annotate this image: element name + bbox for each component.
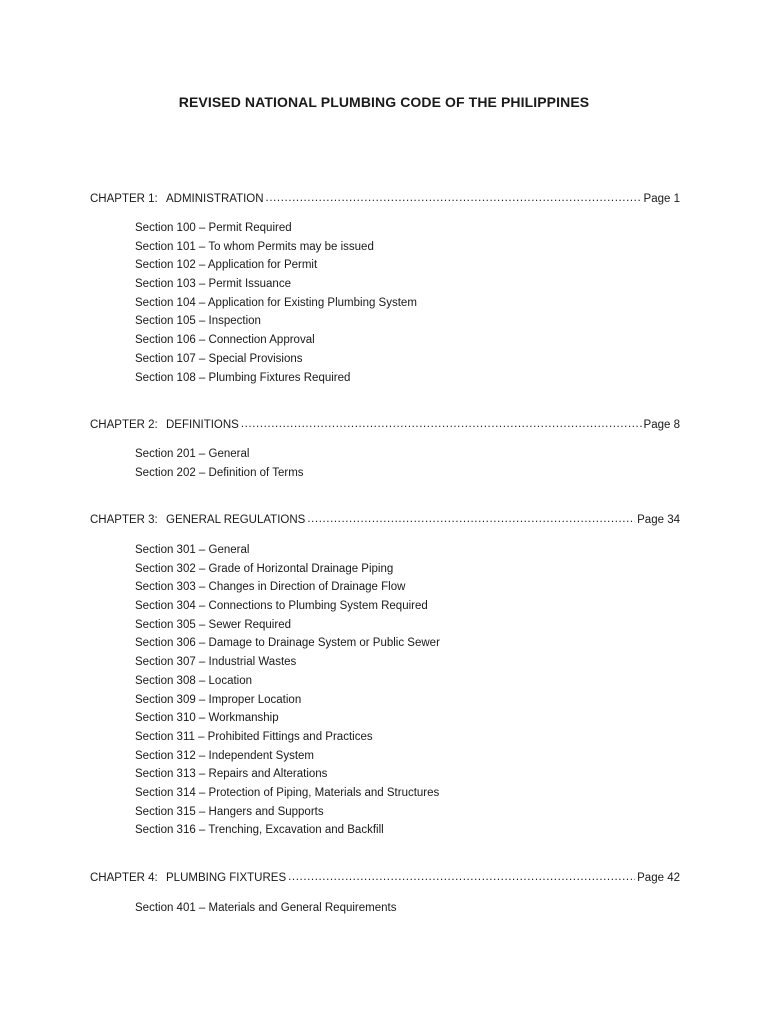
- chapter-name: DEFINITIONS: [166, 419, 239, 431]
- chapter-number: CHAPTER 2:: [90, 419, 158, 431]
- section-item: Section 312 – Independent System: [135, 749, 315, 762]
- chapter-2: [90, 417, 680, 482]
- chapter-page: Page 42: [637, 872, 680, 884]
- dot-leader: [307, 511, 635, 527]
- chapter-name: PLUMBING FIXTURES: [166, 872, 287, 884]
- section-item: Section 303 – Changes in Direction of Drainage Flow: [135, 581, 406, 594]
- chapter-1: [90, 191, 680, 387]
- section-item: Section 311 – Prohibited Fittings and Practices: [135, 730, 373, 743]
- section-item: Section 100 – Permit Required: [135, 222, 292, 234]
- section-item: Section 309 – Improper Location: [135, 693, 302, 706]
- section-item: Section 102 – Application for Permit: [135, 259, 318, 272]
- dot-leader: [241, 416, 642, 432]
- section-item: Section 316 – Trenching, Excavation and Backfill: [135, 824, 384, 837]
- section-item: Section 305 – Sewer Required: [135, 618, 291, 631]
- chapter-heading: [90, 417, 680, 433]
- chapter-page: Page 34: [637, 514, 680, 526]
- dot-leader: [288, 869, 635, 885]
- section-item: Section 103 – Permit Issuance: [135, 278, 291, 291]
- section-list: [90, 899, 680, 918]
- chapter-page: Page 1: [643, 193, 680, 205]
- section-item: Section 314 – Protection of Piping, Materials and Structures: [135, 786, 440, 799]
- chapter-number: CHAPTER 3:: [90, 514, 158, 526]
- section-item: Section 304 – Connections to Plumbing System Required: [135, 600, 428, 613]
- section-item: Section 107 – Special Provisions: [135, 352, 303, 365]
- section-list: [90, 219, 680, 387]
- document-title: REVISED NATIONAL PLUMBING CODE OF THE PHILIPPINES: [178, 94, 590, 110]
- section-item: Section 106 – Connection Approval: [135, 334, 315, 347]
- section-item: Section 108 – Plumbing Fixtures Required: [135, 371, 351, 384]
- chapter-page: Page 8: [643, 419, 680, 431]
- section-item: Section 105 – Inspection: [135, 315, 261, 328]
- chapter-name: GENERAL REGULATIONS: [166, 514, 306, 526]
- chapter-3: [90, 512, 680, 840]
- section-item: Section 307 – Industrial Wastes: [135, 656, 297, 669]
- section-item: Section 104 – Application for Existing Plumbing System: [135, 296, 417, 309]
- dot-leader: [266, 190, 642, 206]
- chapter-heading: [90, 512, 680, 528]
- section-item: Section 302 – Grade of Horizontal Drainage Piping: [135, 562, 394, 575]
- section-list: [90, 541, 680, 840]
- section-item: Section 308 – Location: [135, 674, 253, 687]
- chapter-name: ADMINISTRATION: [166, 193, 264, 205]
- section-item: Section 310 – Workmanship: [135, 712, 279, 725]
- section-item: Section 315 – Hangers and Supports: [135, 805, 324, 818]
- chapter-heading: [90, 870, 680, 886]
- section-item: Section 202 – Definition of Terms: [135, 466, 304, 479]
- section-item: Section 401 – Materials and General Requirements: [135, 902, 397, 914]
- chapter-number: CHAPTER 4:: [90, 872, 158, 884]
- chapter-number: CHAPTER 1:: [90, 193, 158, 205]
- chapter-heading: [90, 191, 680, 207]
- section-item: Section 101 – To whom Permits may be issued: [135, 240, 374, 253]
- section-item: Section 201 – General: [135, 448, 250, 460]
- section-list: [90, 445, 680, 482]
- chapter-4: [90, 870, 680, 918]
- section-item: Section 301 – General: [135, 544, 250, 556]
- section-item: Section 313 – Repairs and Alterations: [135, 768, 328, 781]
- section-item: Section 306 – Damage to Drainage System or Public Sewer: [135, 637, 440, 650]
